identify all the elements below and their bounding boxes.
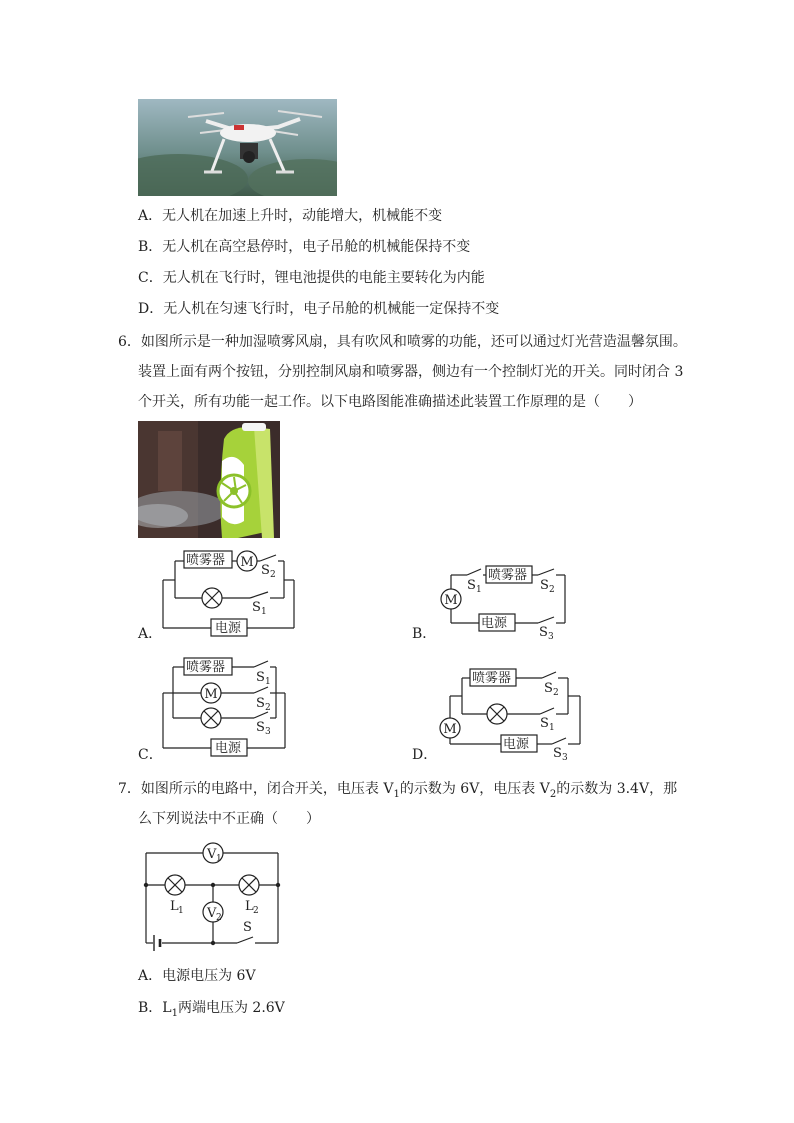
circuit-c-s2-sub: 2 bbox=[265, 703, 271, 713]
q7-v2-sub: 2 bbox=[216, 913, 222, 923]
q7-s-label: S bbox=[243, 920, 252, 935]
q7-option-a: A．电源电压为 6V bbox=[138, 968, 256, 984]
q6-option-c-label: C． bbox=[138, 747, 163, 763]
circuit-d-motor-label: M bbox=[443, 722, 457, 737]
circuit-d-s1-label: S bbox=[540, 716, 549, 731]
circuit-d-s1-sub: 1 bbox=[549, 723, 555, 733]
circuit-d-s2-label: S bbox=[544, 681, 553, 696]
q7-v1-label: V bbox=[207, 847, 217, 862]
circuit-c-motor-label: M bbox=[204, 687, 218, 702]
circuit-a-s2-sub: 2 bbox=[270, 570, 276, 580]
circuit-b-s2-sub: 2 bbox=[549, 585, 555, 595]
q7-stem-line2: 么下列说法中不正确（ ） bbox=[138, 811, 320, 827]
circuit-b-motor-label: M bbox=[444, 593, 458, 608]
q6-option-d-label: D． bbox=[412, 747, 438, 763]
circuit-d-sprayer-label: 喷雾器 bbox=[472, 671, 512, 686]
circuit-d-s3-sub: 3 bbox=[562, 753, 568, 763]
circuit-b-s3-sub: 3 bbox=[548, 632, 554, 642]
q7-stem-sub1: 1 bbox=[393, 788, 400, 800]
circuit-c-power-label: 电源 bbox=[215, 741, 242, 756]
circuit-a-s1-label: S bbox=[252, 600, 261, 615]
circuit-c-sprayer-label: 喷雾器 bbox=[186, 660, 226, 675]
q6-stem-line1: 6．如图所示是一种加湿喷雾风扇，具有吹风和喷雾的功能，还可以通过灯光营造温馨氛围。 bbox=[118, 334, 687, 350]
circuit-a-power-label: 电源 bbox=[215, 621, 242, 636]
q7-switch-s bbox=[237, 937, 253, 943]
circuit-a-s1-sub: 1 bbox=[261, 607, 267, 617]
circuit-b-power-label: 电源 bbox=[481, 616, 508, 631]
circuit-c-s1-label: S bbox=[256, 670, 265, 685]
q6-option-a-label: A． bbox=[138, 626, 163, 642]
circuit-c-s3-sub: 3 bbox=[265, 727, 271, 737]
q7-stem-sub2: 2 bbox=[549, 788, 557, 800]
q7-option-b-part1: B．L bbox=[138, 1000, 172, 1016]
circuit-b-s3-label: S bbox=[539, 625, 548, 640]
q7-option-b bbox=[138, 998, 285, 1024]
circuit-b-sprayer-label: 喷雾器 bbox=[488, 568, 528, 583]
circuit-a-motor-label: M bbox=[240, 555, 254, 570]
q6-option-b-label: B． bbox=[412, 626, 437, 642]
circuit-b-s1-label: S bbox=[467, 578, 476, 593]
circuit-c-s3-label: S bbox=[256, 720, 265, 735]
q6-stem-line3: 个开关，所有功能一起工作。以下电路图能准确描述此装置工作原理的是（ ） bbox=[138, 394, 642, 410]
q7-l2-label: L bbox=[245, 899, 254, 914]
q7-l1-sub: 1 bbox=[178, 906, 184, 916]
q7-stem-part2: 的示数为 6V，电压表 V bbox=[399, 781, 550, 797]
q5-option-a: A．无人机在加速上升时，动能增大，机械能不变 bbox=[138, 208, 443, 224]
circuit-c-s2-label: S bbox=[256, 696, 265, 711]
circuit-a-sprayer-label: 喷雾器 bbox=[186, 553, 226, 568]
circuit-d-power-label: 电源 bbox=[503, 737, 530, 752]
q7-stem-part3: 的示数为 3.4V，那 bbox=[556, 781, 678, 797]
circuit-a-s2-label: S bbox=[261, 563, 270, 578]
q7-option-b-sub: 1 bbox=[171, 1007, 178, 1019]
q7-stem-part1: 7．如图所示的电路中，闭合开关，电压表 V bbox=[118, 781, 394, 797]
q5-option-b: B．无人机在高空悬停时，电子吊舱的机械能保持不变 bbox=[138, 239, 471, 255]
q7-v1-sub: 1 bbox=[216, 854, 222, 864]
circuit-d-s2-sub: 2 bbox=[553, 688, 559, 698]
circuit-b-s1-sub: 1 bbox=[476, 585, 482, 595]
q7-l2-sub: 2 bbox=[253, 906, 259, 916]
q7-v2-label: V bbox=[207, 906, 217, 921]
q6-stem-line2: 装置上面有两个按钮，分别控制风扇和喷雾器，侧边有一个控制灯光的开关。同时闭合 3 bbox=[138, 364, 684, 380]
circuit-d-s3-label: S bbox=[553, 746, 562, 761]
circuit-b-s2-label: S bbox=[540, 578, 549, 593]
q5-option-d: D．无人机在匀速飞行时，电子吊舱的机械能一定保持不变 bbox=[138, 301, 500, 317]
q7-option-b-part2: 两端电压为 2.6V bbox=[177, 1000, 285, 1016]
circuit-c-s1-sub: 1 bbox=[265, 677, 271, 687]
q5-option-c: C．无人机在飞行时，锂电池提供的电能主要转化为内能 bbox=[138, 270, 485, 286]
q7-l1-label: L bbox=[170, 899, 179, 914]
